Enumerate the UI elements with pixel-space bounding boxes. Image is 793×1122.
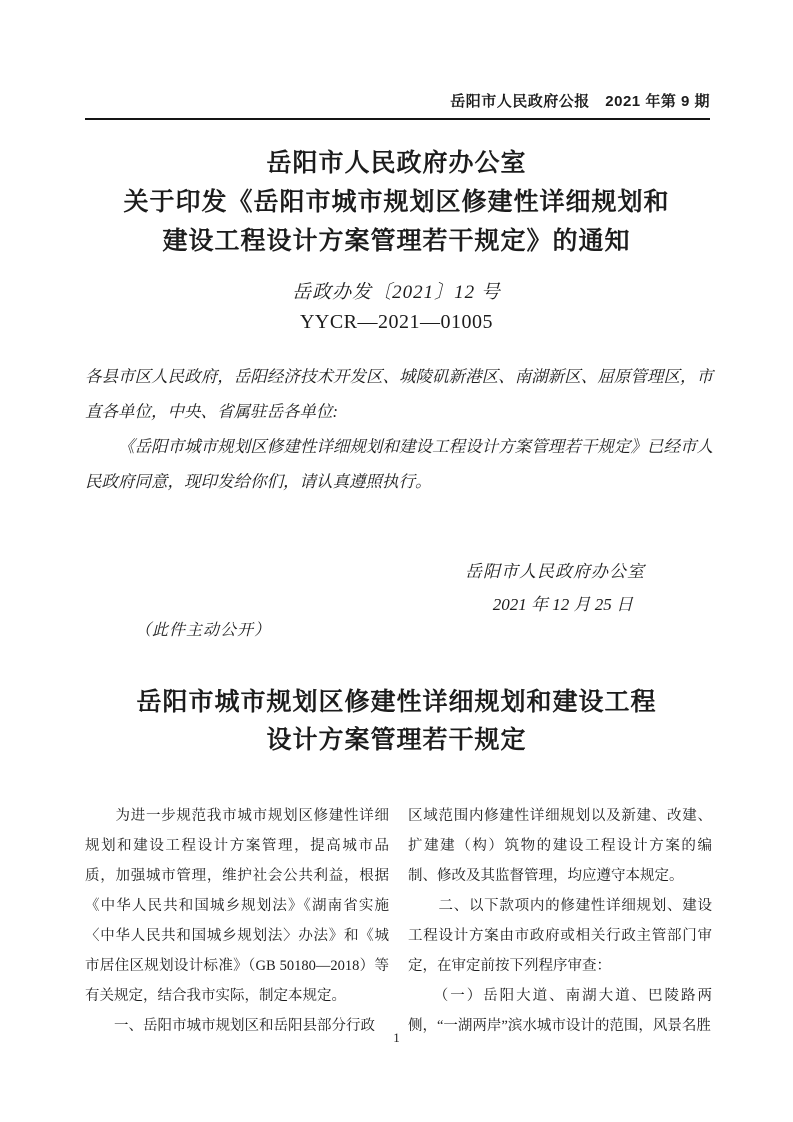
regulation-title-line: 设计方案管理若干规定 <box>266 727 527 754</box>
publicity-note: （此件主动公开） <box>135 622 272 639</box>
right-column <box>408 801 712 1041</box>
doc-number: 岳政办发〔2021〕12 号 <box>292 282 501 303</box>
notice-body-paragraph: 《岳阳市城市规划区修建性详细规划和建设工程设计方案管理若干规定》已经市人民政府同意，现印发给你们，请认真遵照执行。 <box>85 437 713 491</box>
notice-title-line: 建设工程设计方案管理若干规定》的通知 <box>162 228 631 255</box>
page-number: 1 <box>393 1030 400 1045</box>
notice-title <box>0 144 793 261</box>
recipients-paragraph: 各县市区人民政府，岳阳经济技术开发区、城陵矶新港区、南湖新区、屈原管理区，市直各单位，中央、省属驻岳各单位: <box>85 367 713 421</box>
regulation-body <box>85 801 712 1041</box>
paragraph: 一、岳阳市城市规划区和岳阳县部分行政 <box>85 1018 375 1034</box>
paragraph: （一）岳阳大道、南湖大道、巴陵路两侧，“一湖两岸”滨水城市设计的范围，风景名胜 <box>408 988 712 1034</box>
notice-title-line: 关于印发《岳阳市城市规划区修建性详细规划和 <box>123 189 670 216</box>
paragraph: 区域范围内修建性详细规划以及新建、改建、扩建建（构）筑物的建设工程设计方案的编制、修改及其监督管理，均应遵守本规定。 <box>408 808 712 884</box>
regulation-title <box>0 684 793 760</box>
header-rule <box>85 118 710 120</box>
signature-date: 2021 年 12 月 25 日 <box>492 595 633 614</box>
journal-header: 岳阳市人民政府公报 2021 年第 9 期 <box>450 93 710 110</box>
paragraph: 为进一步规范我市城市规划区修建性详细规划和建设工程设计方案管理，提高城市品质，加强城市管理，维护社会公共利益，根据《中华人民共和国城乡规划法》《湖南省实施〈中华人民共和国城乡规划法〉办法》和《城市居住区规划设计标准》（GB 50180—2018）等有关规定，结合我市实际，制定本规定。 <box>85 808 389 1004</box>
paragraph: 二、以下款项内的修建性详细规划、建设工程设计方案由市政府或相关行政主管部门审定，在审定前按下列程序审查： <box>408 898 712 974</box>
left-column <box>85 801 389 1041</box>
regulation-title-line: 岳阳市城市规划区修建性详细规划和建设工程 <box>136 689 657 716</box>
doc-code: YYCR—2021—01005 <box>299 311 494 333</box>
signature-office: 岳阳市人民政府办公室 <box>465 562 645 581</box>
notice-title-line: 岳阳市人民政府办公室 <box>266 150 527 177</box>
